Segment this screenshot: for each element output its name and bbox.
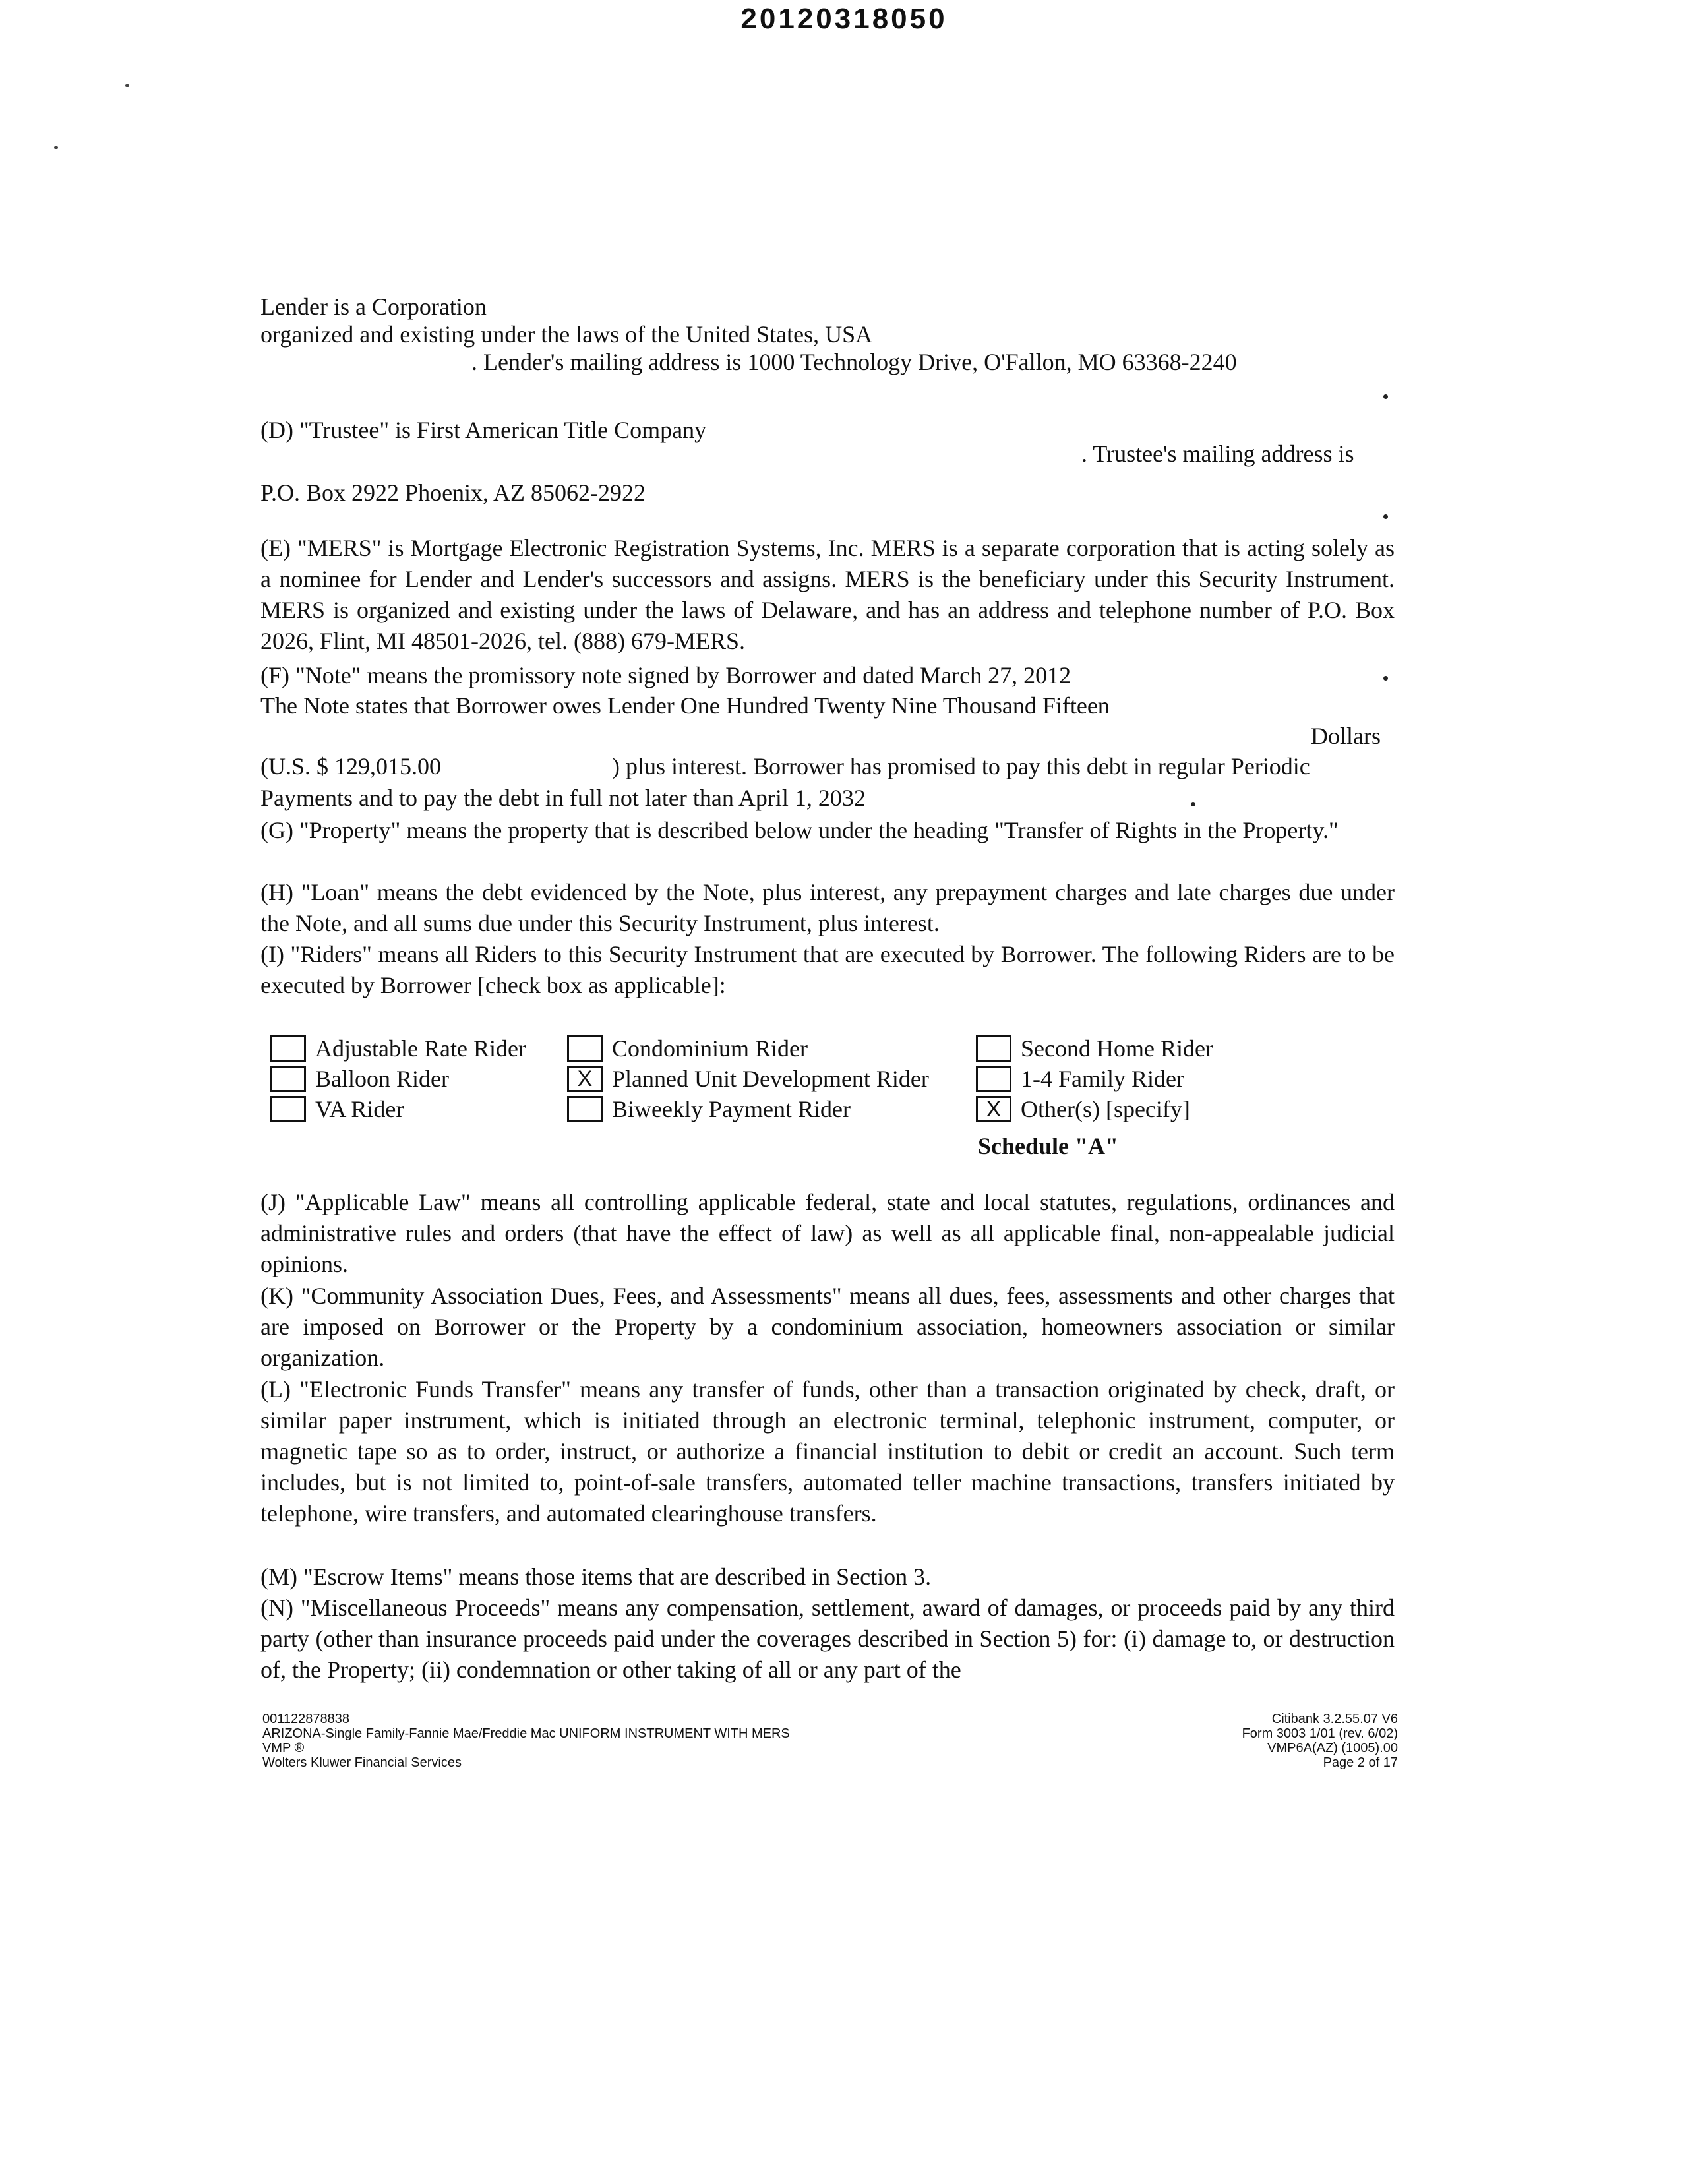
checkbox[interactable] <box>976 1035 1011 1062</box>
escrow-items-definition: (M) "Escrow Items" means those items that are described in Section 3. <box>260 1563 932 1590</box>
rider-label: Biweekly Payment Rider <box>612 1096 851 1122</box>
rider-label: 1-4 Family Rider <box>1021 1066 1184 1092</box>
applicable-law-definition: (J) "Applicable Law" means all controlling applicable federal, state and local statutes, regulations, ordinances and administrative rules and orders (that have the effect of law) as well as all applicable final, non-appealable judicial opinions. <box>260 1189 1395 1277</box>
scan-speck <box>125 84 129 87</box>
lender-line-2: organized and existing under the laws of the United States, USA <box>260 321 873 348</box>
scan-speck <box>54 146 58 149</box>
rider-label: VA Rider <box>315 1096 404 1122</box>
lender-mailing-address: . Lender's mailing address is 1000 Technology Drive, O'Fallon, MO 63368-2240 <box>471 349 1237 375</box>
lender-line-1: Lender is a Corporation <box>260 293 487 320</box>
note-amount: (U.S. $ 129,015.00 <box>260 753 442 779</box>
loan-definition: (H) "Loan" means the debt evidenced by the Note, plus interest, any prepayment charges and late charges due under the Note, and all sums due under this Security Instrument, plus interest. <box>260 879 1395 936</box>
footer-form-number: Form 3003 1/01 (rev. 6/02) <box>1242 1726 1398 1741</box>
checkbox[interactable] <box>270 1096 306 1122</box>
checkbox[interactable]: X <box>976 1096 1011 1122</box>
note-line-4: Payments and to pay the debt in full not later than April 1, 2032 <box>260 785 866 811</box>
eft-definition: (L) "Electronic Funds Transfer" means any transfer of funds, other than a transaction originated by check, draft, or similar paper instrument, which is initiated through an electronic terminal, telephonic instrument, computer, or magnetic tape so as to order, instruct, or authorize a financial institution to debit or credit an account. Such term includes, but is not limited to, point-of-sale transfers, automated teller machine transactions, transfers initiated by telephone, wire transfers, and automated clearinghouse transfers. <box>260 1376 1395 1527</box>
rider-va[interactable] <box>270 1095 404 1124</box>
scan-dot <box>1383 514 1388 519</box>
riders-definition: (I) "Riders" means all Riders to this Security Instrument that are executed by Borrower. The following Riders are to be executed by Borrower [check box as applicable]: <box>260 941 1395 998</box>
rider-adjustable-rate[interactable] <box>270 1034 526 1063</box>
rider-label: Condominium Rider <box>612 1035 808 1062</box>
rider-balloon[interactable] <box>270 1064 449 1093</box>
document-id: 20120318050 <box>740 3 948 35</box>
footer-vmp-code: VMP6A(AZ) (1005).00 <box>1267 1741 1398 1755</box>
footer-vmp: VMP ® <box>262 1741 305 1755</box>
scan-dot <box>1383 394 1388 399</box>
miscellaneous-proceeds-definition: (N) "Miscellaneous Proceeds" means any compensation, settlement, award of damages, or proceeds paid by any third party (other than insurance proceeds paid under the coverages described in Section 5) for: (i) damage to, or destruction of, the Property; (ii) condemnation or other taking of all or any part of the <box>260 1594 1395 1683</box>
checkbox[interactable] <box>976 1066 1011 1092</box>
rider-label: Planned Unit Development Rider <box>612 1066 929 1092</box>
note-line-1: (F) "Note" means the promissory note signed by Borrower and dated March 27, 2012 <box>260 662 1071 688</box>
rider-second-home[interactable] <box>976 1034 1213 1063</box>
scan-dot <box>1191 802 1195 806</box>
checkbox[interactable] <box>567 1035 603 1062</box>
checkbox[interactable]: X <box>567 1066 603 1092</box>
rider-biweekly-payment[interactable] <box>567 1095 851 1124</box>
mers-definition: (E) "MERS" is Mortgage Electronic Registration Systems, Inc. MERS is a separate corporation that is acting solely as a nominee for Lender and Lender's successors and assigns. MERS is the beneficiary under this Security Instrument. MERS is organized and existing under the laws of Delaware, and has an address and telephone number of P.O. Box 2026, Flint, MI 48501-2026, tel. (888) 679-MERS. <box>260 535 1395 654</box>
checkbox[interactable] <box>270 1066 306 1092</box>
note-dollars: Dollars <box>1311 723 1381 749</box>
footer-left <box>262 1712 790 1770</box>
footer-lender-code: Citibank 3.2.55.07 V6 <box>1271 1712 1398 1726</box>
rider-1-4-family[interactable] <box>976 1064 1184 1093</box>
footer-form-title: ARIZONA-Single Family-Fannie Mae/Freddie Mac UNIFORM INSTRUMENT WITH MERS <box>262 1726 790 1741</box>
footer-loan-number: 001122878838 <box>262 1712 349 1726</box>
scan-dot <box>1383 676 1388 681</box>
footer-right <box>1242 1712 1398 1770</box>
trustee-address: P.O. Box 2922 Phoenix, AZ 85062-2922 <box>260 479 646 506</box>
note-line-2: The Note states that Borrower owes Lender One Hundred Twenty Nine Thousand Fifteen <box>260 692 1110 719</box>
riders-checklist <box>270 1034 1299 1122</box>
rider-label: Other(s) [specify] <box>1021 1096 1190 1122</box>
footer-publisher: Wolters Kluwer Financial Services <box>262 1755 462 1770</box>
community-association-definition: (K) "Community Association Dues, Fees, and Assessments" means all dues, fees, assessments and other charges that are imposed on Borrower or the Property by a condominium association, homeowners association or similar organization. <box>260 1283 1395 1371</box>
riders-other-specify: Schedule "A" <box>978 1133 1118 1159</box>
footer-page-number: Page 2 of 17 <box>1323 1755 1398 1770</box>
checkbox[interactable] <box>567 1096 603 1122</box>
rider-label: Adjustable Rate Rider <box>315 1035 526 1062</box>
rider-others[interactable] <box>976 1095 1190 1124</box>
rider-condominium[interactable] <box>567 1034 808 1063</box>
rider-label: Balloon Rider <box>315 1066 449 1092</box>
checkbox[interactable] <box>270 1035 306 1062</box>
trustee-mailing-label: . Trustee's mailing address is <box>1081 440 1354 467</box>
note-line-3: ) plus interest. Borrower has promised to pay this debt in regular Periodic <box>612 753 1310 779</box>
trustee-line-1: (D) "Trustee" is First American Title Company <box>260 417 707 443</box>
rider-label: Second Home Rider <box>1021 1035 1213 1062</box>
rider-planned-unit-development[interactable] <box>567 1064 929 1093</box>
property-definition: (G) "Property" means the property that is described below under the heading "Transfer of Rights in the Property." <box>260 817 1339 843</box>
